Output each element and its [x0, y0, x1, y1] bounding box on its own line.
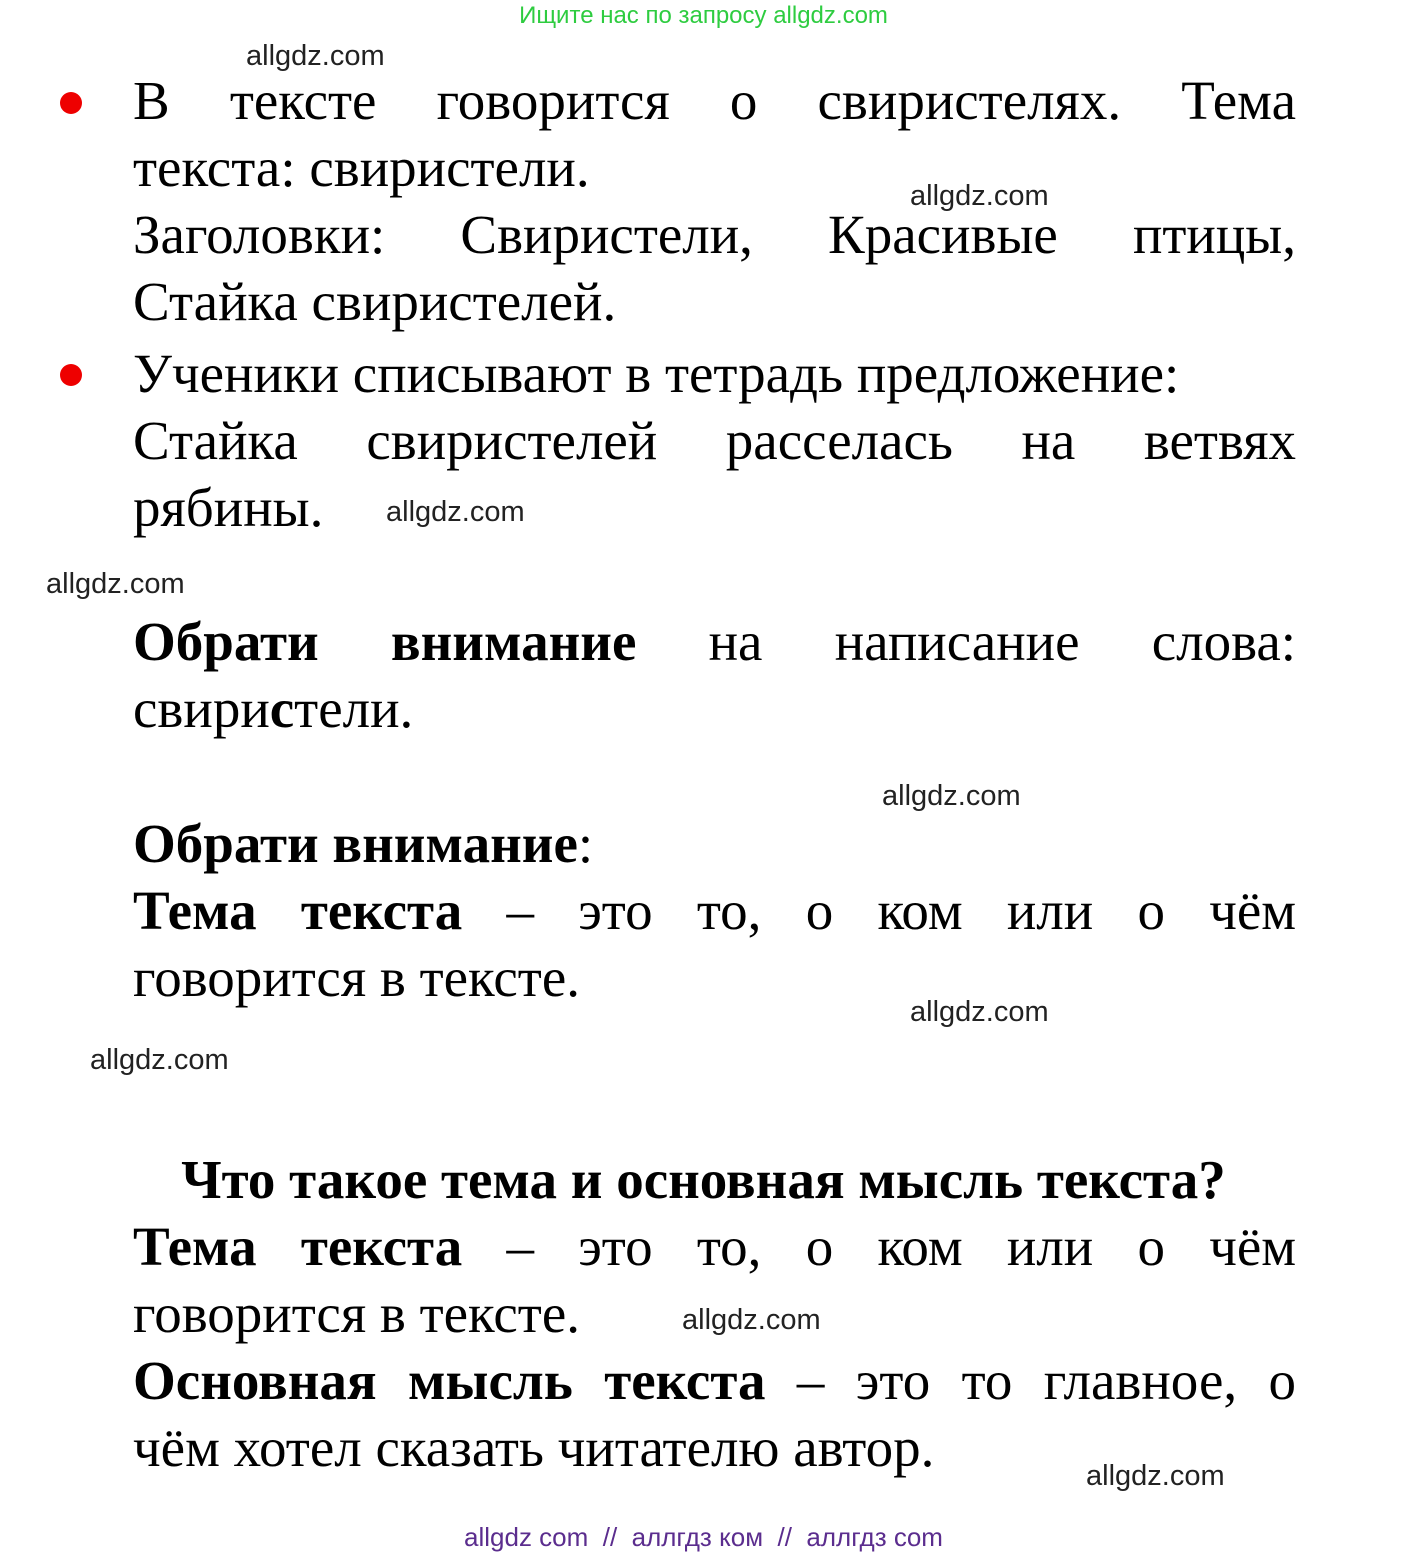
word: Заголовки:	[133, 204, 386, 265]
word: о	[805, 1216, 834, 1277]
bullet-1-line-4: Стайка свиристелей.	[133, 271, 617, 332]
word: то,	[696, 1216, 762, 1277]
note-2	[133, 810, 1296, 1011]
word: Свиристели,	[460, 204, 753, 265]
watermark: allgdz.com	[682, 1304, 821, 1336]
word: ком	[877, 880, 963, 941]
watermark: allgdz.com	[90, 1044, 229, 1076]
watermark: allgdz.com	[910, 996, 1049, 1028]
word: расселась	[725, 410, 953, 471]
word: о	[805, 880, 834, 941]
watermark: allgdz.com	[910, 180, 1049, 212]
watermark: allgdz.com	[246, 40, 385, 72]
note-2-definition-line-1	[133, 877, 1296, 944]
word: –	[506, 880, 534, 941]
top-banner[interactable]: Ищите нас по запросу allgdz.com	[519, 2, 888, 29]
word: свиристелях.	[817, 70, 1122, 131]
word: слова:	[1151, 611, 1297, 672]
word: то	[961, 1350, 1013, 1411]
word: внимание	[390, 611, 637, 672]
word: ветвях	[1143, 410, 1297, 471]
word: Тема	[133, 1216, 257, 1277]
word: Тема	[1181, 70, 1296, 131]
word: –	[506, 1216, 534, 1277]
word: Красивые	[828, 204, 1058, 265]
word: это	[855, 1350, 931, 1411]
word: текста	[604, 1350, 766, 1411]
word: птицы,	[1132, 204, 1296, 265]
word: о	[1137, 880, 1165, 941]
bullet-1-line-3	[133, 201, 1296, 268]
word: свиристелей	[366, 410, 658, 471]
note-1-line-1	[133, 608, 1296, 675]
idea-definition-line-1	[133, 1347, 1296, 1414]
word-part: свири	[133, 678, 270, 739]
word: или	[1006, 880, 1094, 941]
word: о	[1137, 1216, 1165, 1277]
bullet-marker	[60, 92, 82, 114]
word: на	[1021, 410, 1076, 471]
word: ком	[877, 1216, 963, 1277]
highlighted-word	[133, 675, 1296, 742]
bullet-1-text	[133, 67, 1296, 335]
heading-bold: Обрати внимание	[133, 813, 578, 874]
word: текста	[300, 880, 463, 941]
word: –	[796, 1350, 825, 1411]
watermark: allgdz.com	[386, 496, 525, 528]
word-highlight: с	[269, 678, 295, 739]
word: то,	[696, 880, 762, 941]
bullet-marker	[60, 364, 82, 386]
word: текста	[300, 1216, 463, 1277]
theme-definition-line-1	[133, 1213, 1296, 1280]
bullet-2-line-2	[133, 407, 1296, 474]
word: Обрати	[133, 611, 319, 672]
bullet-2-line-3: рябины.	[133, 477, 324, 538]
word: на	[708, 611, 763, 672]
word-part: тели.	[294, 678, 414, 739]
word: о	[1268, 1350, 1297, 1411]
section-title: Что такое тема и основная мысль текста?	[181, 1149, 1226, 1210]
watermark: allgdz.com	[46, 568, 185, 600]
bullet-2-line-1: Ученики списывают в тетрадь предложение:	[133, 343, 1180, 404]
heading-colon: :	[577, 813, 594, 874]
word: тексте	[229, 70, 377, 131]
word: чём	[1209, 1216, 1297, 1277]
word: это	[578, 880, 653, 941]
note-1	[133, 608, 1296, 742]
bullet-2-text	[133, 340, 1296, 541]
footer-links[interactable]: allgdz com // аллгдз ком // аллгдз com	[464, 1522, 943, 1552]
section-body	[133, 1213, 1296, 1481]
watermark: allgdz.com	[1086, 1460, 1225, 1492]
idea-definition-line-2: чём хотел сказать читателю автор.	[133, 1417, 935, 1478]
word: Стайка	[133, 410, 298, 471]
word: это	[578, 1216, 653, 1277]
theme-definition-line-2: говорится в тексте.	[133, 1283, 581, 1344]
word: написание	[834, 611, 1080, 672]
word: Тема	[133, 880, 257, 941]
word: или	[1006, 1216, 1094, 1277]
word: главное,	[1043, 1350, 1238, 1411]
word: мысль	[408, 1350, 573, 1411]
note-2-definition-line-2: говорится в тексте.	[133, 947, 581, 1008]
bullet-1-line-1	[133, 67, 1296, 134]
word: Основная	[133, 1350, 377, 1411]
bullet-1-line-2: текста: свиристели.	[133, 137, 590, 198]
note-2-heading	[133, 810, 1296, 877]
word: говорится	[436, 70, 670, 131]
word: о	[729, 70, 758, 131]
watermark: allgdz.com	[882, 780, 1021, 812]
word: В	[133, 70, 170, 131]
word: чём	[1209, 880, 1297, 941]
